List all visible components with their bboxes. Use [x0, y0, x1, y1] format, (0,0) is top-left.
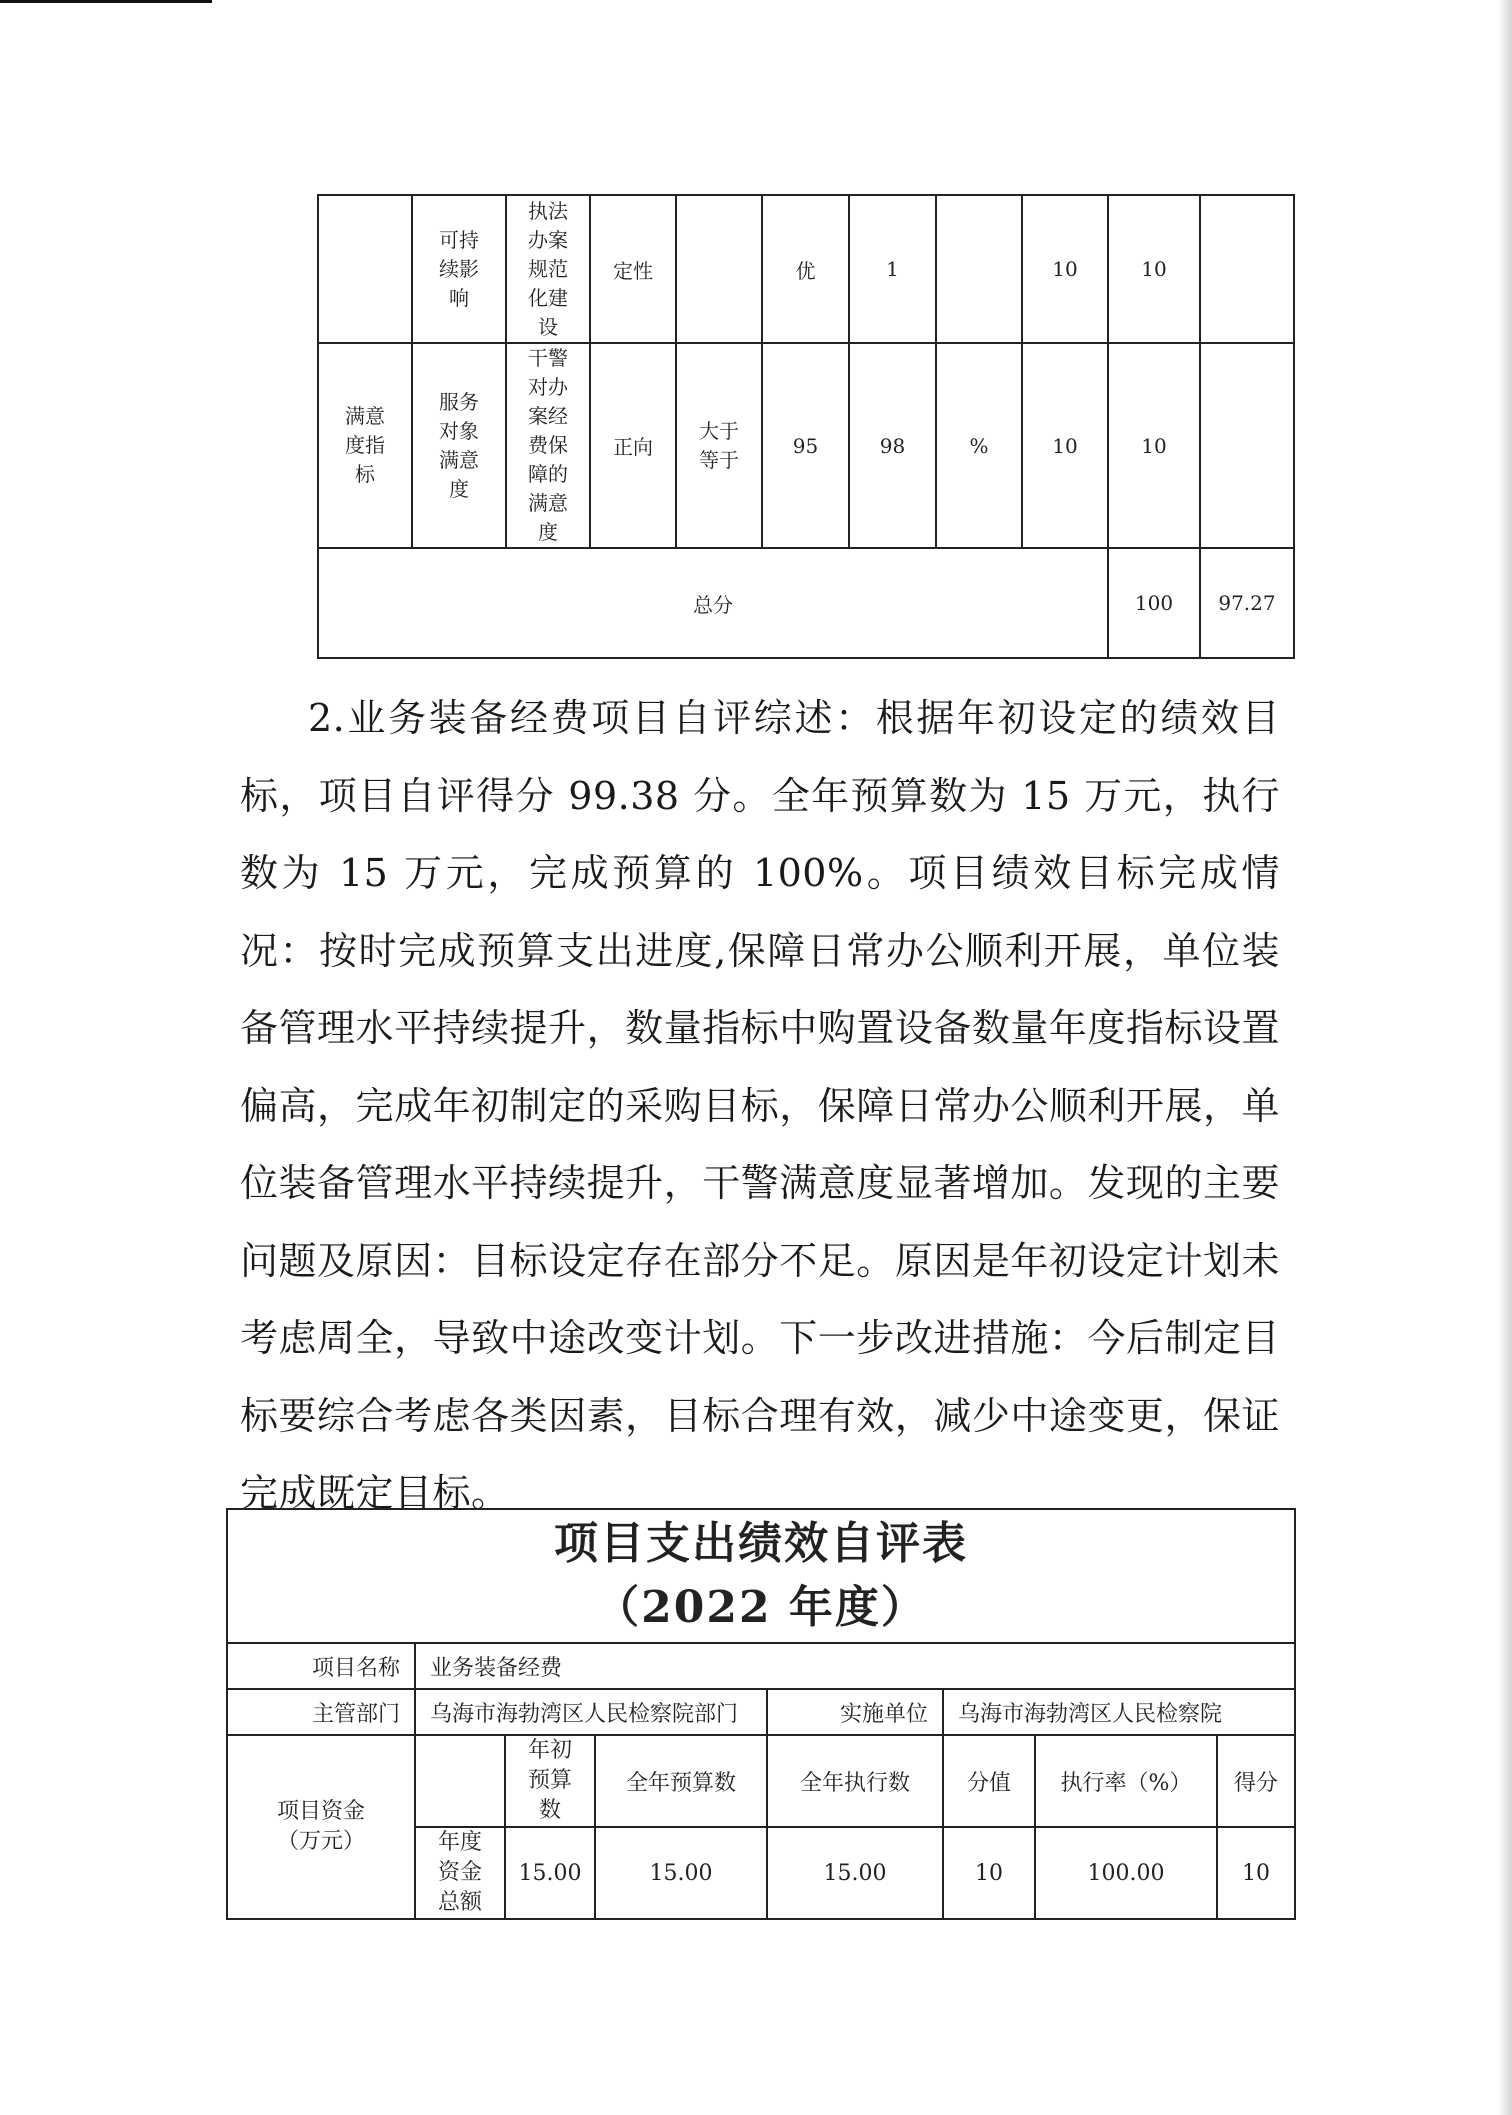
remark-cell	[1200, 343, 1294, 548]
total-row	[224, 548, 1294, 658]
weight-cell: 10	[1022, 195, 1108, 343]
total-label: 总分	[318, 548, 1108, 658]
form-title-cell	[227, 1509, 1295, 1643]
table-row	[224, 343, 1294, 548]
scan-corner-mark	[0, 0, 212, 3]
nature-cell: 定性	[590, 195, 676, 343]
scan-edge-shadow	[1498, 0, 1512, 2115]
indicator-cell: 执法 办案 规范 化建 设	[506, 195, 590, 343]
nature-cell: 正向	[590, 343, 676, 548]
score-value: 10	[1217, 1827, 1295, 1919]
category-cell	[318, 195, 412, 343]
project-name-value: 业务装备经费	[415, 1643, 1295, 1689]
project-name-label: 项目名称	[227, 1643, 415, 1689]
impl-value: 乌海市海勃湾区人民检察院	[943, 1689, 1295, 1735]
form-title: 项目支出绩效自评表	[554, 1518, 968, 1569]
target-cell: 95	[762, 343, 849, 548]
funds-blank-header	[415, 1735, 505, 1827]
total-weight: 100	[1108, 548, 1200, 658]
weight-cell: 10	[1022, 343, 1108, 548]
weight-value: 10	[943, 1827, 1035, 1919]
impl-label: 实施单位	[767, 1689, 943, 1735]
exec-rate-value: 100.00	[1035, 1827, 1217, 1919]
unit-cell: %	[936, 343, 1022, 548]
actual-cell: 98	[849, 343, 936, 548]
self-evaluation-form	[226, 1508, 1296, 1920]
dept-value: 乌海市海勃湾区人民检察院部门	[415, 1689, 767, 1735]
project-name-row	[227, 1643, 1295, 1689]
annual-exec-header: 全年执行数	[767, 1735, 943, 1827]
funds-label: 项目资金 （万元）	[227, 1735, 415, 1919]
form-title-row	[227, 1509, 1295, 1643]
funds-header-row	[227, 1735, 1295, 1827]
annual-budget-value: 15.00	[595, 1827, 767, 1919]
score-header: 得分	[1217, 1735, 1295, 1827]
continued-category-cell	[224, 195, 318, 658]
indicator-table	[224, 194, 1295, 659]
total-score: 97.27	[1200, 548, 1294, 658]
annual-budget-header: 全年预算数	[595, 1735, 767, 1827]
category-cell: 满意 度指 标	[318, 343, 412, 548]
funds-total-label: 年度 资金 总额	[415, 1827, 505, 1919]
indicator-cell: 干警 对办 案经 费保 障的 满意 度	[506, 343, 590, 548]
department-row	[227, 1689, 1295, 1735]
sub-indicator-cell: 服务 对象 满意 度	[412, 343, 506, 548]
operator-cell	[676, 195, 762, 343]
table-row	[224, 195, 1294, 343]
weight-header: 分值	[943, 1735, 1035, 1827]
initial-budget-header: 年初 预算 数	[505, 1735, 595, 1827]
unit-cell	[936, 195, 1022, 343]
form-year: （2022 年度）	[595, 1582, 927, 1633]
operator-cell: 大于 等于	[676, 343, 762, 548]
remark-cell	[1200, 195, 1294, 343]
dept-label: 主管部门	[227, 1689, 415, 1735]
target-cell: 优	[762, 195, 849, 343]
actual-cell: 1	[849, 195, 936, 343]
initial-budget-value: 15.00	[505, 1827, 595, 1919]
summary-text: 2.业务装备经费项目自评综述：根据年初设定的绩效目标，项目自评得分 99.38 分。全年预算数为 15 万元，执行数为 15 万元，完成预算的 100%。项目绩效目标完成情况：按时完成预算支出进度,保障日常办公顺利开展，单位装备管理水平持续提升，数量指标中购置设备数量年度指标设置偏高，完成年初制定的采购目标，保障日常办公顺利开展，单位装备管理水平持续提升，干警满意度显著增加。发现的主要问题及原因：目标设定存在部分不足。原因是年初设定计划未考虑周全，导致中途改变计划。下一步改进措施：今后制定目标要综合考虑各类因素，目标合理有效，减少中途变更，保证完成既定目标。	[240, 696, 1280, 1515]
summary-paragraph	[240, 680, 1280, 1533]
score-cell: 10	[1108, 195, 1200, 343]
exec-rate-header: 执行率（%）	[1035, 1735, 1217, 1827]
score-cell: 10	[1108, 343, 1200, 548]
sub-indicator-cell: 可持 续影 响	[412, 195, 506, 343]
annual-exec-value: 15.00	[767, 1827, 943, 1919]
